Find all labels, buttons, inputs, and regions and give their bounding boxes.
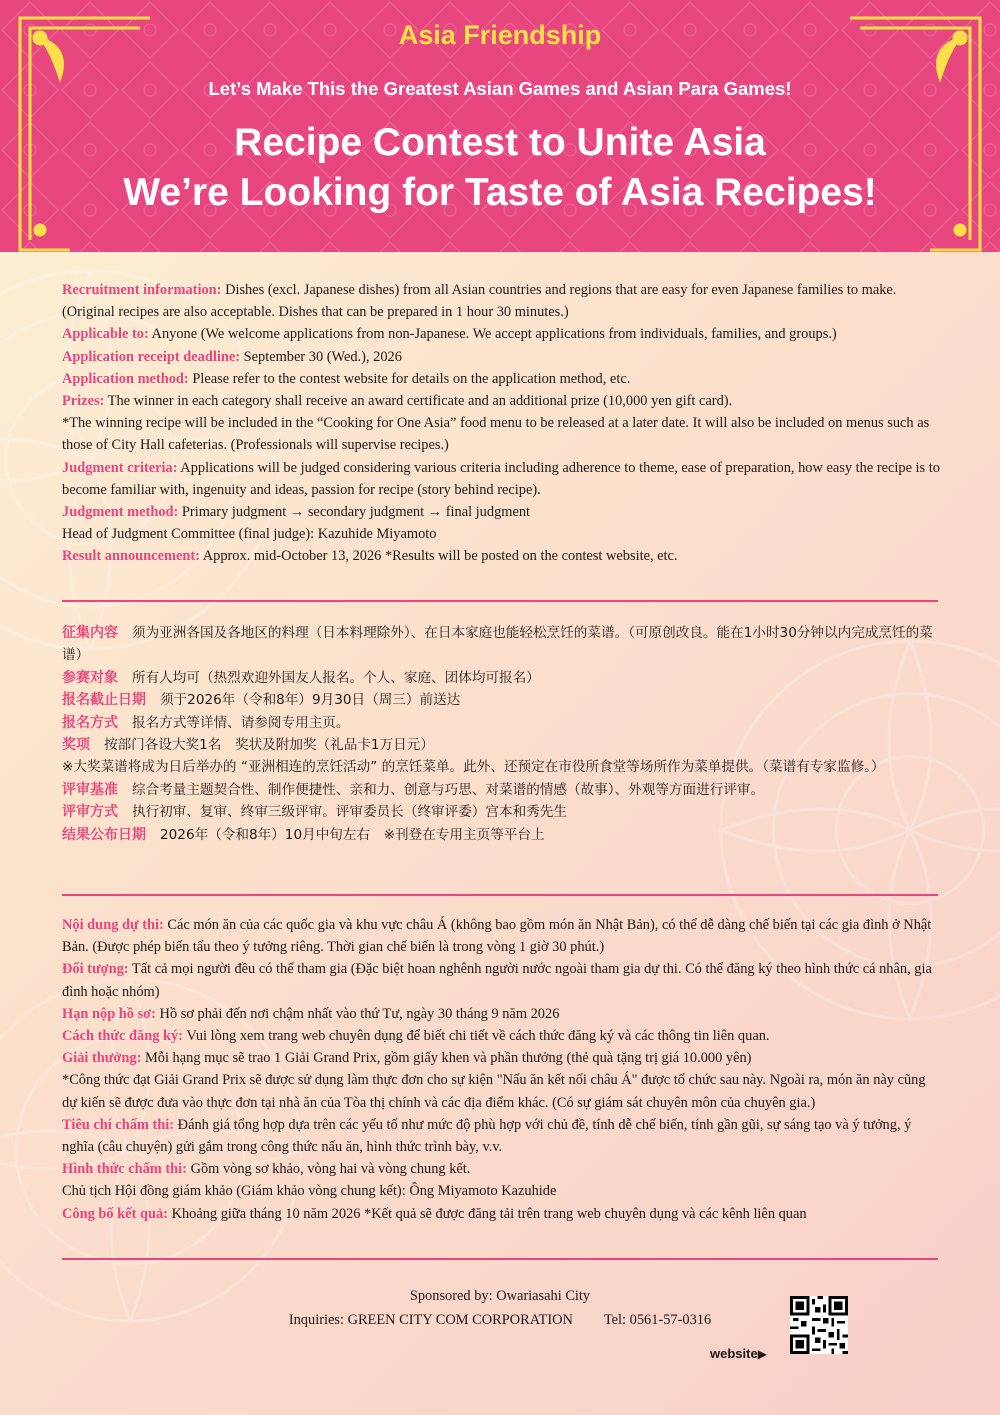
website-label: website bbox=[710, 1346, 758, 1361]
english-label: Application method: bbox=[62, 370, 189, 387]
english-paragraph bbox=[62, 545, 940, 567]
divider-3 bbox=[62, 1258, 938, 1260]
vietnamese-paragraph bbox=[62, 1203, 940, 1225]
title-line-1: Recipe Contest to Unite Asia bbox=[234, 121, 766, 164]
english-label: Recruitment information: bbox=[62, 282, 222, 298]
page-title bbox=[0, 118, 1000, 218]
english-label: Prizes: bbox=[62, 393, 105, 410]
vietnamese-label: Hạn nộp hồ sơ: bbox=[62, 1005, 156, 1022]
chinese-label: 报名截止日期 bbox=[62, 692, 146, 709]
vietnamese-section bbox=[62, 914, 940, 1225]
english-text: Approx. mid-October 13, 2026 *Results will be posted on the contest website, etc. bbox=[199, 548, 678, 565]
sponsor-text: Sponsored by: Owariasahi City bbox=[409, 1288, 591, 1304]
english-label: Judgment criteria: bbox=[62, 459, 178, 476]
english-paragraph bbox=[62, 323, 940, 345]
vietnamese-paragraph bbox=[62, 958, 940, 1002]
english-paragraph bbox=[62, 390, 940, 412]
chinese-label: 参赛对象 bbox=[62, 669, 118, 686]
vietnamese-paragraph bbox=[62, 1003, 940, 1025]
chinese-label: 评审方式 bbox=[62, 804, 118, 821]
english-paragraph bbox=[62, 346, 940, 368]
chinese-paragraph bbox=[62, 689, 940, 711]
header-tag: Asia Friendship bbox=[398, 20, 602, 50]
vietnamese-text: Đánh giá tổng hợp dựa trên các yếu tố như mức độ phù hợp với chủ đề, tính dễ chế biến, tính gần gũi, sự sáng tạo và ý tưởng, ý nghĩa (câu chuyện) gửi gắm trong công thức nấu ăn, hình thức trình bày, v.v. bbox=[62, 1116, 912, 1156]
chinese-label: 结果公布日期 bbox=[62, 826, 146, 843]
vietnamese-paragraph bbox=[62, 1047, 940, 1069]
inquiries-line bbox=[0, 1308, 1000, 1332]
english-label: Result announcement: bbox=[62, 548, 200, 565]
header-banner bbox=[0, 0, 1000, 252]
vietnamese-paragraph bbox=[62, 1158, 940, 1180]
english-paragraph bbox=[62, 523, 940, 545]
vietnamese-text: Chủ tịch Hội đồng giám khảo (Giám khảo vòng chung kết): Ông Miyamoto Kazuhide bbox=[62, 1183, 557, 1200]
english-label: Application receipt deadline: bbox=[62, 348, 241, 365]
vietnamese-text: Tất cả mọi người đều có thể tham gia (Đặc biệt hoan nghênh người nước ngoài tham gia dự thi. Có thể đăng ký theo hình thức cá nhân, gia đình hoặc nhóm) bbox=[62, 961, 932, 1000]
english-paragraph bbox=[62, 501, 940, 523]
vietnamese-text: Gồm vòng sơ khảo, vòng hai và vòng chung kết. bbox=[186, 1161, 471, 1178]
chinese-label: 评审基准 bbox=[62, 781, 118, 798]
english-text: September 30 (Wed.), 2026 bbox=[240, 348, 402, 365]
vietnamese-text: Mỗi hạng mục sẽ trao 1 Giải Grand Prix, gồm giấy khen và phần thưởng (thẻ quà tặng trị giá 10.000 yên) bbox=[141, 1050, 752, 1067]
vietnamese-label: Tiêu chí chấm thi: bbox=[62, 1116, 175, 1133]
english-text: Please refer to the contest website for details on the application method, etc. bbox=[188, 370, 631, 387]
divider-1 bbox=[62, 600, 938, 602]
qr-code-icon[interactable] bbox=[790, 1296, 848, 1354]
english-text: Applications will be judged considering various criteria including adherence to theme, ease of preparation, how easy the recipe is to become familiar with, ingenuity and ideas, passion for recipe (story behind recipe). bbox=[62, 459, 940, 498]
vietnamese-text: Khoảng giữa tháng 10 năm 2026 *Kết quả sẽ được đăng tải trên trang web chuyên dụng và các kênh liên quan bbox=[167, 1205, 807, 1222]
english-text: *The winning recipe will be included in the “Cooking for One Asia” food menu to be released at a later date. It will also be included on menus such as those of City Hall cafeterias. (Professionals will supervise recipes.) bbox=[62, 415, 930, 454]
vietnamese-paragraph bbox=[62, 914, 940, 958]
english-paragraph bbox=[62, 368, 940, 390]
english-label: Judgment method: bbox=[62, 504, 179, 521]
footer bbox=[0, 1284, 1000, 1332]
chinese-text: 综合考量主题契合性、制作便捷性、亲和力、创意与巧思、对菜谱的情感（故事）、外观等方面进行评审。 bbox=[132, 781, 765, 798]
chinese-section bbox=[62, 622, 940, 846]
chinese-text: 执行初审、复审、终审三级评审。评审委员长（终审评委）宫本和秀先生 bbox=[132, 804, 567, 821]
chinese-text: 须于2026年（令和8年）9月30日（周三）前送达 bbox=[160, 692, 461, 709]
chinese-paragraph bbox=[62, 734, 940, 756]
english-text: Primary judgment → secondary judgment → final judgment bbox=[178, 504, 531, 521]
header-subtitle: Let’s Make This the Greatest Asian Games and Asian Para Games! bbox=[208, 78, 792, 99]
chinese-paragraph bbox=[62, 779, 940, 801]
english-text: Dishes (excl. Japanese dishes) from all Asian countries and regions that are easy for even Japanese families to make. (Original recipes are also acceptable. Dishes that can be prepared in 1 hour 30 minutes.) bbox=[62, 282, 897, 321]
tel-text: Tel: 0561-57-0316 bbox=[603, 1312, 712, 1328]
vietnamese-label: Hình thức chấm thi: bbox=[62, 1161, 187, 1178]
chinese-paragraph bbox=[62, 801, 940, 823]
vietnamese-paragraph bbox=[62, 1069, 940, 1113]
vietnamese-label: Giải thưởng: bbox=[62, 1050, 142, 1067]
title-line-2: We’re Looking for Taste of Asia Recipes! bbox=[123, 171, 877, 214]
chinese-text: 按部门各设大奖1名 奖状及附加奖（礼品卡1万日元） bbox=[104, 737, 434, 754]
play-arrow-icon: ▶ bbox=[757, 1347, 767, 1361]
english-paragraph bbox=[62, 279, 940, 323]
vietnamese-paragraph bbox=[62, 1114, 940, 1158]
vietnamese-label: Cách thức đăng ký: bbox=[62, 1028, 183, 1045]
chinese-label: 征集内容 bbox=[62, 625, 118, 641]
chinese-paragraph bbox=[62, 622, 940, 667]
vietnamese-text: Hồ sơ phải đến nơi chậm nhất vào thứ Tư, ngày 30 tháng 9 năm 2026 bbox=[155, 1005, 560, 1022]
chinese-paragraph bbox=[62, 756, 940, 778]
vietnamese-paragraph bbox=[62, 1025, 940, 1047]
vietnamese-label: Công bố kết quả: bbox=[62, 1205, 168, 1222]
english-paragraph bbox=[62, 457, 940, 501]
website-link[interactable] bbox=[710, 1346, 767, 1361]
divider-2 bbox=[62, 894, 938, 896]
chinese-label: 报名方式 bbox=[62, 714, 118, 731]
chinese-text: 所有人均可（热烈欢迎外国友人报名。个人、家庭、团体均可报名） bbox=[132, 669, 540, 686]
vietnamese-text: Các món ăn của các quốc gia và khu vực châu Á (không bao gồm món ăn Nhật Bản), có thể dễ dàng chế biến tại các gia đình ở Nhật Bản. (Được phép biến tấu theo ý tưởng riêng. Thời gian chế biến là trong vòng 1 giờ 30 phút.) bbox=[62, 917, 932, 956]
vietnamese-text: *Công thức đạt Giải Grand Prix sẽ được sử dụng làm thực đơn cho sự kiện "Nấu ăn kết nối châu Á" được tổ chức sau này. Ngoài ra, món ăn này cũng dự kiến sẽ được đưa vào thực đơn tại nhà ăn của Tòa thị chính và các địa điểm khác. (Có sự giám sát chuyên môn của chuyên gia.) bbox=[62, 1072, 926, 1111]
english-text: Anyone (We welcome applications from non-Japanese. We accept applications from individuals, families, and groups.) bbox=[148, 326, 837, 343]
english-paragraph bbox=[62, 412, 940, 456]
inquiries-text: Inquiries: GREEN CITY COM CORPORATION bbox=[288, 1312, 573, 1328]
chinese-text: 2026年（令和8年）10月中旬左右 ※刊登在专用主页等平台上 bbox=[160, 826, 545, 843]
vietnamese-text: Vui lòng xem trang web chuyên dụng để biết chi tiết về cách thức đăng ký và các thông tin liên quan. bbox=[182, 1028, 770, 1045]
chinese-label: 奖项 bbox=[62, 737, 90, 754]
english-label: Applicable to: bbox=[62, 326, 149, 343]
chinese-paragraph bbox=[62, 667, 940, 689]
chinese-text: 须为亚洲各国及各地区的料理（日本料理除外）、在日本家庭也能轻松烹饪的菜谱。（可原创改良。能在1小时30分钟以内完成烹饪的菜谱） bbox=[62, 625, 933, 664]
vietnamese-paragraph bbox=[62, 1180, 940, 1202]
chinese-text: 报名方式等详情、请参阅专用主页。 bbox=[132, 714, 350, 731]
english-text: Head of Judgment Committee (final judge): Kazuhide Miyamoto bbox=[62, 526, 437, 543]
chinese-text: ※大奖菜谱将成为日后举办的 “亚洲相连的烹饪活动” 的烹饪菜单。此外、还预定在市役所食堂等场所作为菜单提供。（菜谱有专家监修。） bbox=[62, 759, 885, 776]
english-text: The winner in each category shall receive an award certificate and an additional prize (10,000 yen gift card). bbox=[104, 393, 733, 410]
english-section bbox=[62, 279, 940, 568]
chinese-paragraph bbox=[62, 712, 940, 734]
chinese-paragraph bbox=[62, 824, 940, 846]
vietnamese-label: Nội dung dự thi: bbox=[62, 917, 164, 933]
vietnamese-label: Đối tượng: bbox=[62, 961, 129, 978]
